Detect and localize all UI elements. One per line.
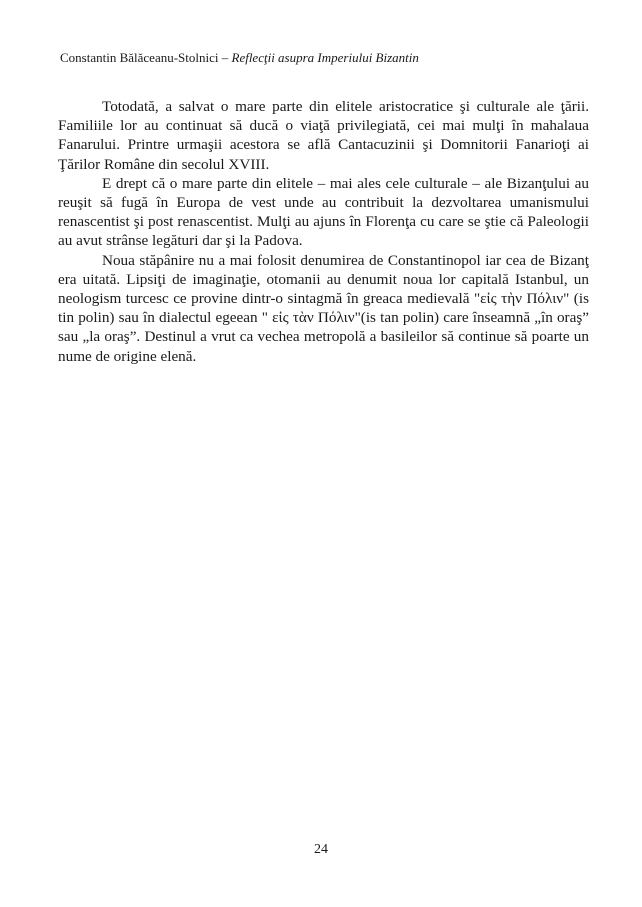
paragraph-3: Noua stăpânire nu a mai folosit denumirea de Constantinopol iar cea de Bizanţ era uitată. Lipsiţi de imaginaţie, otomanii au denumit noua lor capitală Istanbul, un neologism turcesc ce provine dintr-o sintagmă în greaca medievală "εἰς τὴν Πόλιν" (is tin polin) sau în dialectul egeean " εἰς τὰν Πόλιν"(is tan polin) care înseamnă „în oraş” sau „la oraş”. Destinul a vrut ca vechea metropolă a basileilor să continue să poarte un nume de origine elenă. xyxy=(58,251,589,365)
body-text xyxy=(58,97,589,366)
paragraph-1: Totodată, a salvat o mare parte din elitele aristocratice şi culturale ale ţării. Familiile lor au continuat să ducă o viaţă privilegiată, cei mai mulţi în mahalaua Fanarului. Printre urmaşii acestora se află Cantacuzinii şi Domnitorii Fanarioţi ai Ţărilor Române din secolul XVIII. xyxy=(58,98,589,173)
page-number: 24 xyxy=(314,842,328,857)
header-author: Constantin Bălăceanu-Stolnici – xyxy=(60,50,232,65)
paragraph-2: E drept că o mare parte din elitele – mai ales cele culturale – ale Bizanţului au reuşit să fugă în Europa de vest unde au contribuit la dezvoltarea umanismului renascentist şi post renascentist. Mulţi au ajuns în Florenţa cu care se ştie că Paleologii au avut strânse legături dar şi la Padova. xyxy=(58,174,589,250)
header-book-title: Reflecţii asupra Imperiului Bizantin xyxy=(231,50,419,65)
running-header xyxy=(60,50,600,66)
